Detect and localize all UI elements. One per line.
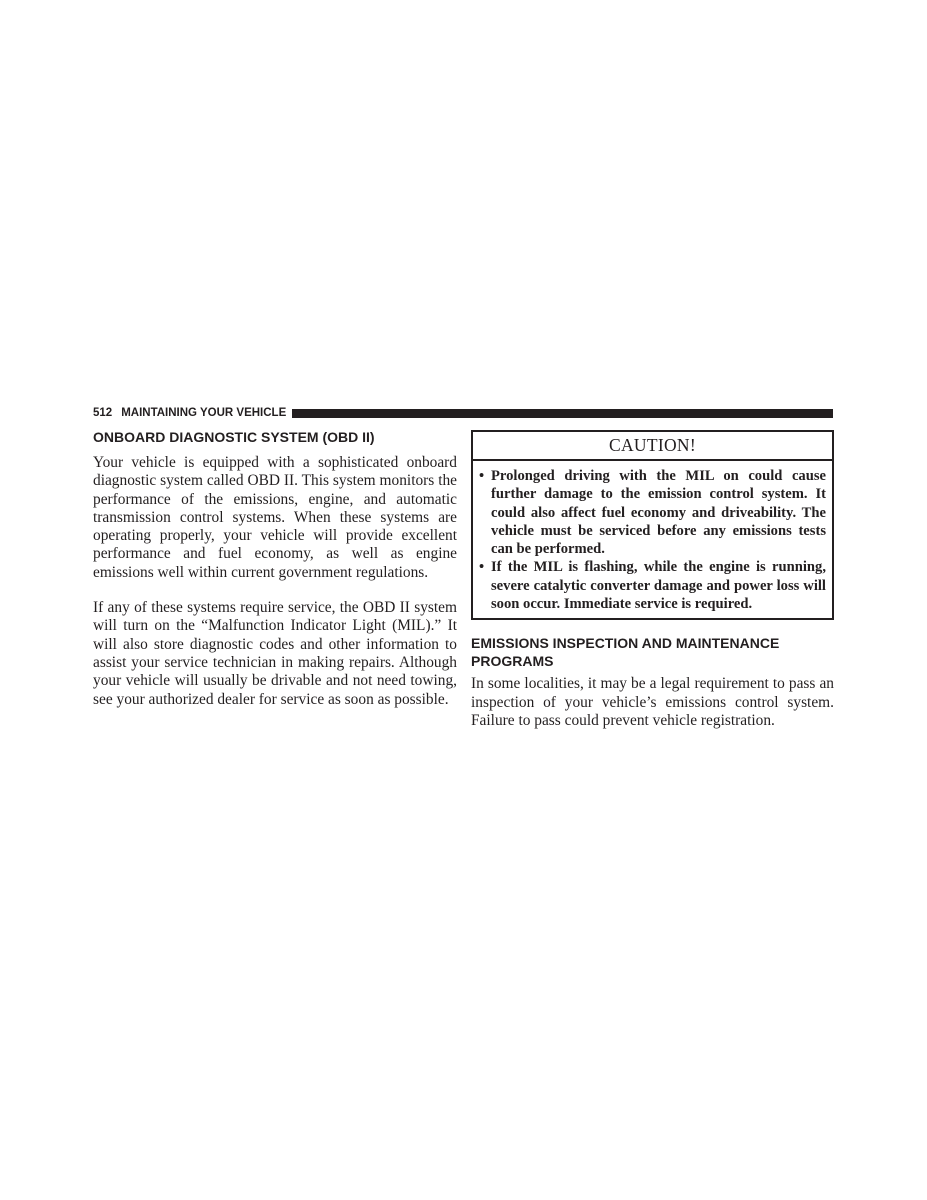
obd-heading: ONBOARD DIAGNOSTIC SYSTEM (OBD II) (93, 429, 375, 445)
page-number: 512 (93, 407, 113, 419)
emissions-heading: EMISSIONS INSPECTION AND MAINTENANCE PROGRAMS (471, 635, 780, 670)
caution-box (471, 430, 834, 620)
caution-item-text: Prolonged driving with the MIL on could cause further damage to the emission control system. It could also affect fuel economy and driveability. The vehicle must be serviced before any emissions tests can be performed. (491, 468, 826, 558)
caution-item (479, 558, 826, 613)
caution-item (479, 467, 826, 558)
caution-item-text: If the MIL is flashing, while the engine is running, severe catalytic converter damage and power loss will soon occur. Immediate service is required. (491, 559, 826, 613)
caution-list (473, 461, 832, 618)
obd-paragraph-1: Your vehicle is equipped with a sophisticated onboard diagnostic system called OBD II. This system monitors the performance of the emissions, engine, and automatic transmission control systems. When these systems are operating properly, your vehicle will provide excellent performance and fuel economy, as well as engine emissions well within current government regulations. (93, 454, 457, 581)
left-column (93, 428, 457, 709)
right-column (471, 430, 834, 730)
emissions-paragraph: In some localities, it may be a legal requirement to pass an inspection of your vehicle’s emissions control system. Failure to pass could prevent vehicle registration. (471, 675, 834, 729)
bullet-icon: • (479, 559, 485, 576)
bullet-icon: • (479, 468, 485, 484)
caution-title: CAUTION! (473, 432, 832, 461)
section-title: MAINTAINING YOUR VEHICLE (121, 407, 287, 419)
obd-paragraph-2: If any of these systems require service, the OBD II system will turn on the “Malfunction Indicator Light (MIL).” It will also store diagnostic codes and other information to assist your service technician in making repairs. Although your vehicle will usually be drivable and not need towing, see your authorized dealer for service as soon as possible. (93, 599, 457, 708)
header-rule (292, 409, 833, 418)
running-header (93, 405, 833, 421)
